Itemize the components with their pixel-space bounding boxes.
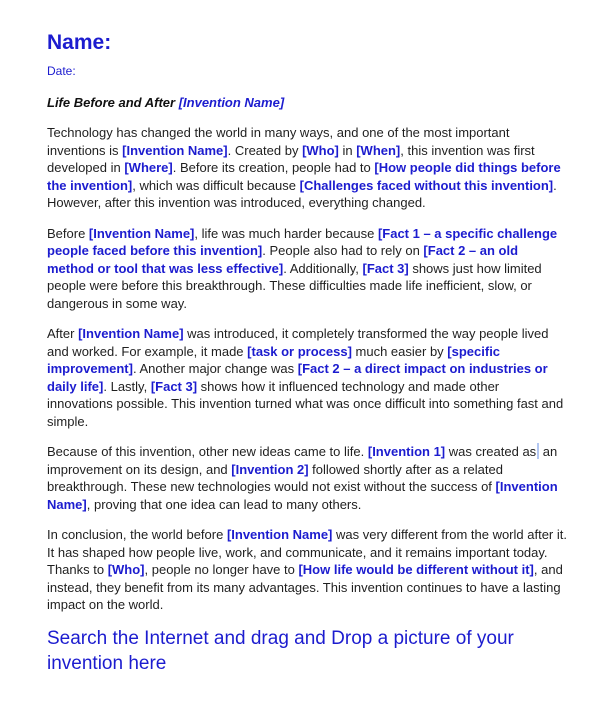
placeholder-invention-2[interactable]: [Invention 2]	[231, 461, 309, 477]
text-segment: was introduced, it completely transformed the way people lived and worked. For example, it made	[47, 326, 549, 359]
text-segment: was very different from the world after it. It has shaped how people live, work, and communicate, and it remains important today. Thanks to	[47, 527, 567, 577]
placeholder-fact-3[interactable]: [Fact 3]	[150, 378, 198, 394]
text-segment: Technology has changed the world in many ways, and one of the most important inventions is	[47, 125, 510, 158]
placeholder-how-life-would-differ[interactable]: [How life would be different without it]	[298, 562, 534, 577]
placeholder-challenges[interactable]: [Challenges faced without this invention]	[299, 177, 554, 193]
text-segment: was created as	[445, 444, 537, 459]
text-segment: followed shortly after as a related breakthrough. These new technologies would not exist without the success of	[47, 461, 503, 494]
text-segment: . However, after this invention was introduced, everything changed.	[47, 177, 557, 210]
placeholder-invention-name[interactable]: [Invention Name]	[226, 527, 333, 542]
placeholder-where[interactable]: [Where]	[124, 160, 173, 175]
date-label[interactable]: Date:	[47, 64, 76, 78]
text-segment: , this invention was first developed in	[47, 142, 535, 175]
text-segment: , life was much harder because	[194, 225, 378, 241]
placeholder-how-people-did-things[interactable]: [How people did things before the invention]	[47, 160, 561, 193]
paragraph-after[interactable]	[47, 325, 567, 430]
placeholder-fact-2[interactable]: [Fact 2 – an old method or tool that was less effective]	[47, 243, 519, 276]
title-placeholder[interactable]: [Invention Name]	[178, 95, 285, 110]
name-label[interactable]: Name:	[47, 31, 112, 54]
text-segment: . People also had to rely on	[262, 243, 424, 258]
text-segment: , proving that one idea can lead to many others.	[86, 496, 362, 512]
text-segment: shows how it influenced technology and made other innovations possible. This invention turned what was once difficult into something fast and simple.	[47, 378, 564, 429]
paragraph-conclusion[interactable]	[47, 526, 567, 614]
image-drop-zone[interactable]: Search the Internet and drag and Drop a picture of your invention here	[47, 627, 514, 674]
placeholder-task-or-process[interactable]: [task or process]	[247, 343, 352, 359]
placeholder-invention-1[interactable]: [Invention 1]	[367, 444, 446, 459]
text-segment: , people no longer have to	[144, 562, 299, 577]
placeholder-invention-name[interactable]: [Invention Name]	[88, 225, 195, 241]
placeholder-fact-2[interactable]: [Fact 2 – a direct impact on industries or daily life]	[47, 361, 548, 394]
text-segment: Because of this invention, other new ideas came to life.	[47, 444, 368, 459]
text-segment: Before	[47, 225, 89, 241]
text-segment: much easier by	[351, 343, 448, 359]
title-prefix: Life Before and After	[47, 95, 179, 110]
document-title[interactable]	[47, 95, 567, 111]
placeholder-invention-name[interactable]: [Invention Name]	[122, 142, 228, 158]
text-segment: . Before its creation, people had to	[172, 160, 375, 175]
text-segment: . Another major change was	[132, 361, 298, 376]
placeholder-invention-name[interactable]: [Invention Name]	[78, 326, 184, 341]
placeholder-specific-improvement[interactable]: [specific improvement]	[47, 343, 501, 376]
placeholder-fact-1[interactable]: [Fact 1 – a specific challenge people faced before this invention]	[47, 225, 558, 258]
paragraph-introduction[interactable]	[47, 124, 567, 212]
document-page	[47, 30, 567, 676]
placeholder-fact-3[interactable]: [Fact 3]	[362, 260, 409, 276]
placeholder-when[interactable]: [When]	[356, 142, 401, 158]
text-segment: In conclusion, the world before	[47, 527, 227, 542]
text-segment: . Additionally,	[283, 260, 363, 276]
paragraph-before[interactable]	[47, 225, 567, 313]
placeholder-who[interactable]: [Who]	[302, 142, 339, 158]
text-segment: , which was difficult because	[132, 177, 300, 193]
text-segment: . Lastly,	[103, 378, 151, 394]
paragraph-new-ideas[interactable]	[47, 443, 567, 513]
text-segment: After	[47, 326, 79, 341]
placeholder-invention-name[interactable]: [Invention Name]	[47, 479, 558, 512]
text-segment: in	[338, 142, 357, 158]
text-segment: an improvement on its design, and	[47, 444, 558, 477]
text-segment: . Created by	[227, 142, 303, 158]
text-segment: shows just how limited people were before this breakthrough. These difficulties made life inefficient, slow, or dangerous in some way.	[47, 260, 542, 311]
text-segment: , and instead, they benefit from its many advantages. This invention continues to have a lasting impact on the world.	[47, 562, 563, 612]
placeholder-who[interactable]: [Who]	[107, 562, 145, 577]
